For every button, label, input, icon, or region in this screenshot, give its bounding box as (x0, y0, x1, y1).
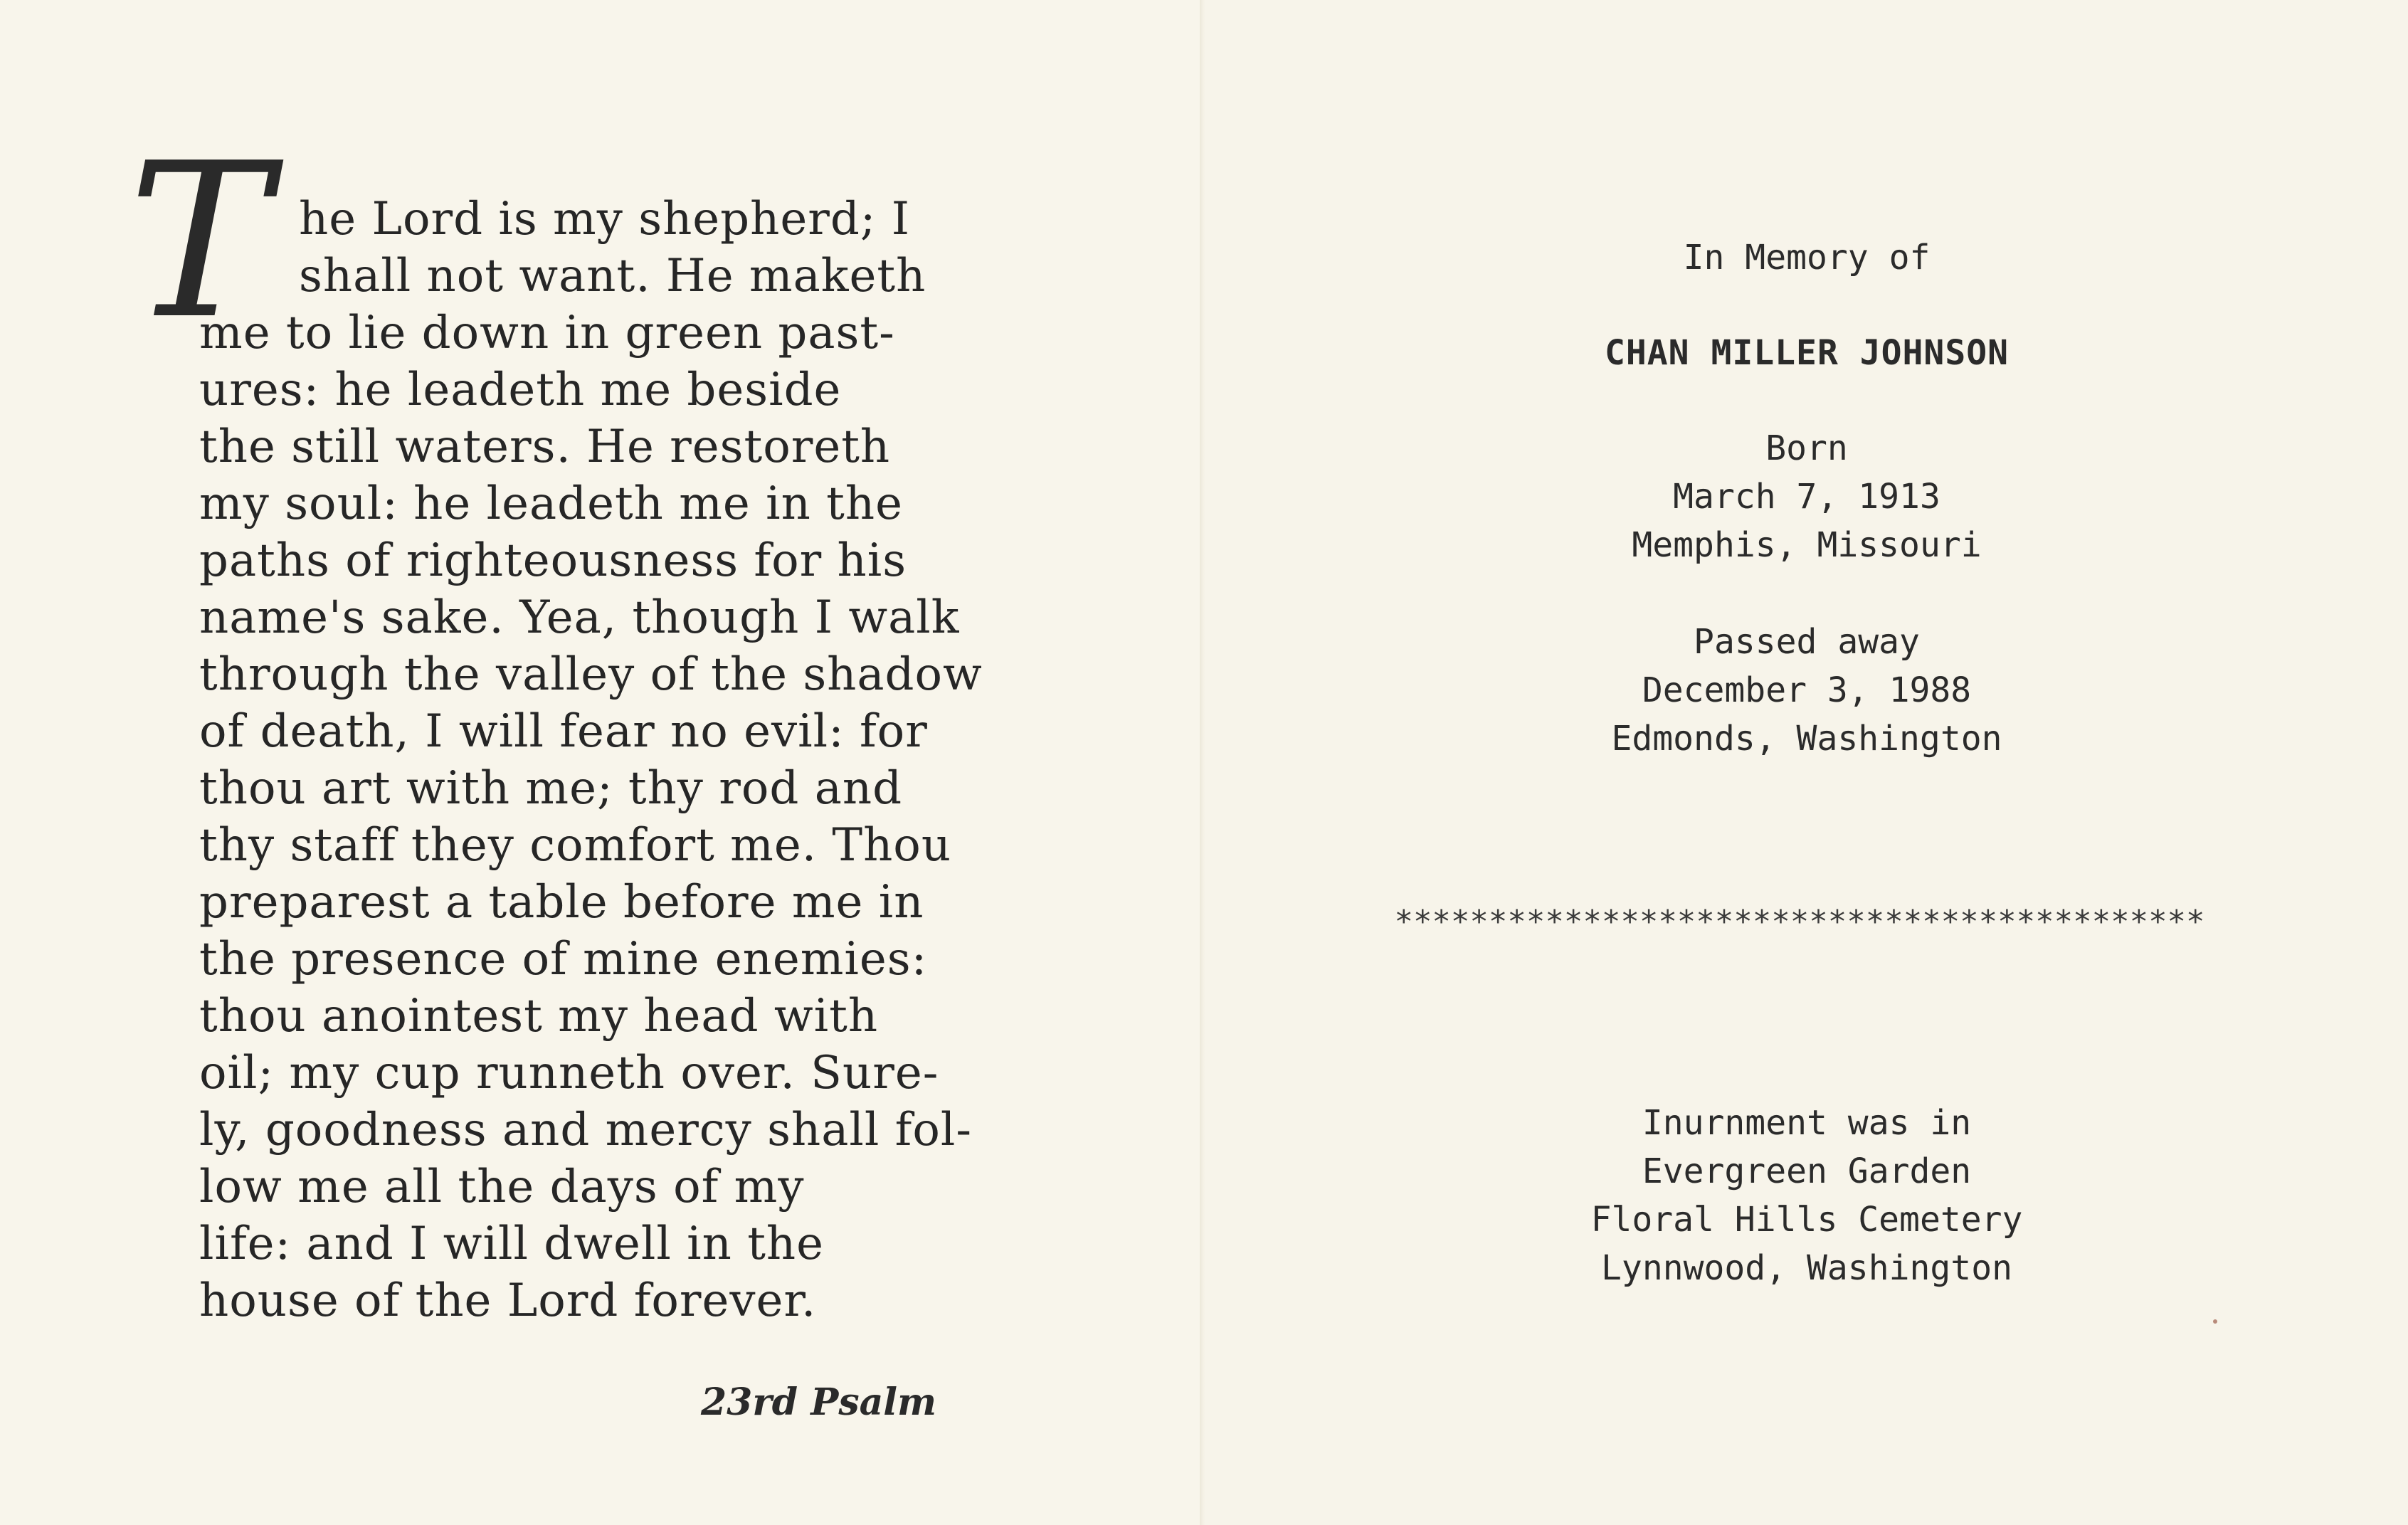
passed-place: Edmonds, Washington (1611, 719, 2002, 759)
psalm-panel (0, 0, 1200, 1525)
psalm-text-block (114, 117, 996, 1430)
psalm-line: life: and I will dwell in the (199, 1218, 824, 1270)
psalm-line: thou art with me; thy rod and (199, 762, 903, 815)
psalm-line: ures: he leadeth me beside (199, 364, 842, 416)
psalm-line: oil; my cup runneth over. Sure- (199, 1047, 939, 1099)
psalm-line: house of the Lord forever. (199, 1275, 817, 1327)
psalm-line: paths of righteousness for his (199, 534, 907, 587)
psalm-line: low me all the days of my (199, 1161, 805, 1213)
inurnment-city: Lynnwood, Washington (1601, 1248, 2012, 1288)
psalm-drop-cap: T (127, 117, 271, 366)
psalm-line: the still waters. He restoreth (199, 421, 891, 473)
psalm-line: thou anointest my head with (199, 990, 879, 1043)
psalm-line: my soul: he leadeth me in the (199, 477, 903, 530)
paper-speck (2213, 1319, 2217, 1324)
born-place: Memphis, Missouri (1632, 525, 1982, 565)
passed-date: December 3, 1988 (1642, 670, 1972, 710)
psalm-line: me to lie down in green past- (199, 307, 895, 359)
psalm-line: thy staff they comfort me. Thou (199, 819, 952, 872)
psalm-line: he Lord is my shepherd; I (299, 193, 910, 246)
psalm-attribution: 23rd Psalm (701, 1381, 937, 1424)
psalm-line: through the valley of the shadow (199, 648, 983, 701)
psalm-line: the presence of mine enemies: (199, 933, 928, 986)
psalm-line: preparest a table before me in (199, 876, 924, 929)
passed-label: Passed away (1694, 622, 1920, 662)
deceased-name: CHAN MILLER JOHNSON (1604, 333, 2010, 373)
psalm-line: shall not want. He maketh (299, 250, 926, 302)
psalm-lines (199, 191, 996, 1329)
psalm-line: name's sake. Yea, though I walk (199, 591, 960, 644)
asterisk-divider: ******************************************* (1394, 904, 2205, 940)
psalm-line: ly, goodness and mercy shall fol- (199, 1104, 972, 1156)
psalm-line: of death, I will fear no evil: for (199, 705, 928, 758)
inurnment-line: Inurnment was in (1642, 1103, 1972, 1143)
inurnment-garden: Evergreen Garden (1642, 1151, 1972, 1191)
memorial-panel (1205, 0, 2408, 1525)
inurnment-cemetery: Floral Hills Cemetery (1590, 1200, 2023, 1240)
card-fold (1200, 0, 1205, 1525)
born-label: Born (1765, 428, 1848, 468)
memorial-heading: In Memory of (1683, 238, 1931, 278)
born-date: March 7, 1913 (1673, 477, 1940, 517)
